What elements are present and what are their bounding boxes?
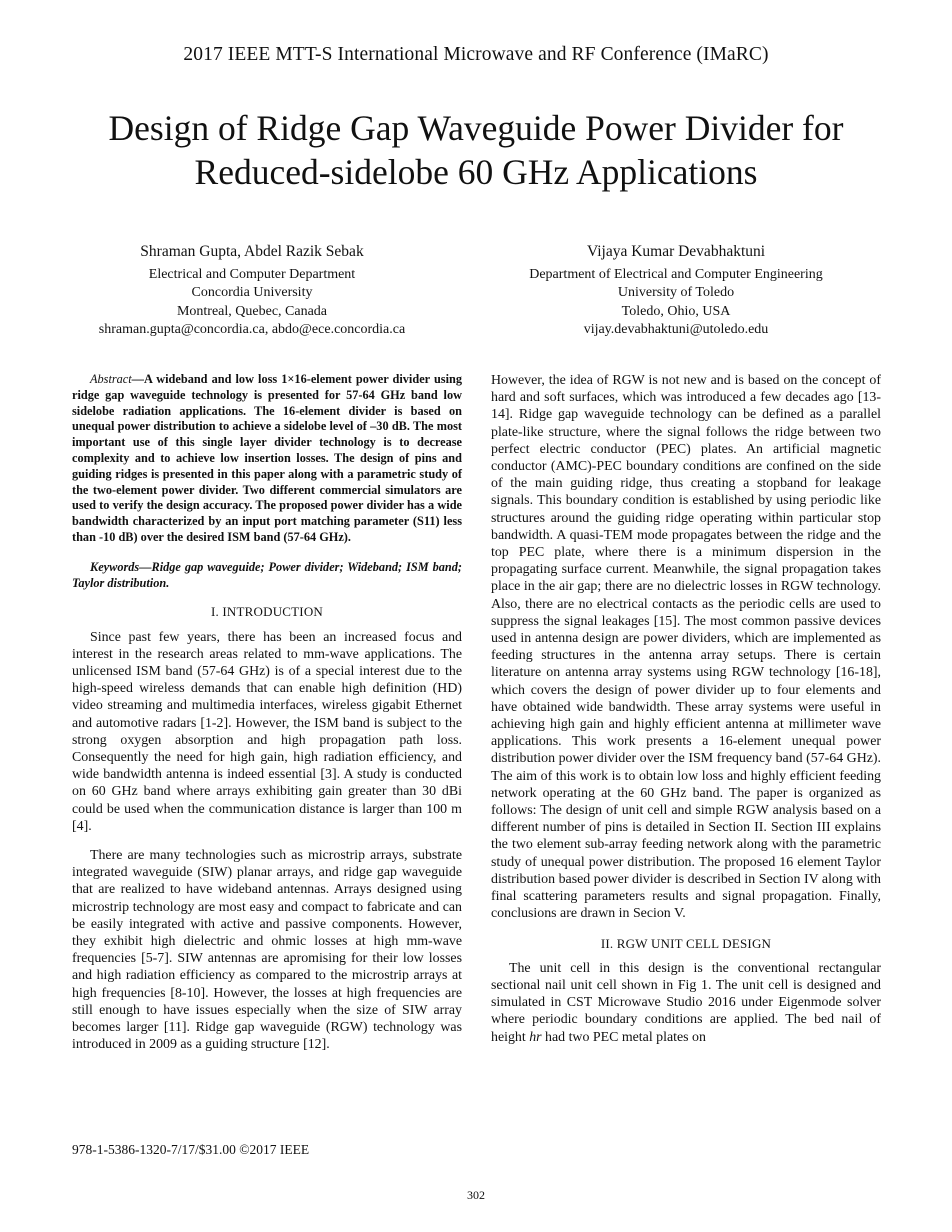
paragraph: There are many technologies such as microstrip arrays, substrate integrated waveguide (SIW) planar arrays, and ridge gap waveguide that are realized to have wideband antennas. Arrays designed using microstrip technology are most easy and compact to fabricate and can be easily integrated with active and passive components. However, they exhibit high dielectric and ohmic losses at high mm-wave frequencies [5-7]. SIW antennas are apromising for their low losses and high radiation efficiency as compared to the microstrip arrays at high frequencies [8-10]. However, the losses at high frequencies are still enough to have issues especially when the size of SIW array becomes larger [11]. Ridge gap waveguide (RGW) technology was introduced in 2009 as a guiding structure [12]. — [72, 848, 462, 1053]
conference-header: 2017 IEEE MTT-S International Microwave and RF Conference (IMaRC) — [183, 44, 769, 65]
author-block-1 — [62, 243, 442, 340]
paragraph — [491, 960, 881, 1046]
paragraph-text: The unit cell in this design is the conventional rectangular sectional nail unit cell shown in Fig 1. The unit cell is designed and simulated in CST Microwave Studio 2016 under Eigenmode solver where periodic boundary conditions are applied. The bed nail of height — [491, 960, 881, 1045]
author-location: Toledo, Ohio, USA — [621, 303, 731, 319]
paper-title — [40, 106, 912, 194]
variable-hr: hr — [529, 1029, 542, 1045]
author-affiliation: Department of Electrical and Computer Engineering — [529, 266, 823, 282]
section-heading-introduction: I. INTRODUCTION — [210, 604, 324, 620]
author-email: vijay.devabhaktuni@utoledo.edu — [583, 322, 769, 337]
paragraph-text: had two PEC metal plates on — [541, 1029, 706, 1045]
copyright-footer: 978-1-5386-1320-7/17/$31.00 ©2017 IEEE — [72, 1142, 310, 1157]
title-line-1: Design of Ridge Gap Waveguide Power Divider for — [108, 108, 844, 148]
keywords-text: —Ridge gap waveguide; Power divider; Wideband; ISM band; Taylor distribution. — [72, 559, 462, 590]
abstract-label: Abstract — [90, 372, 132, 386]
author-affiliation: Electrical and Computer Department — [148, 266, 356, 282]
right-column — [491, 372, 881, 1046]
keywords — [72, 560, 462, 592]
left-column — [72, 372, 462, 1053]
paragraph: Since past few years, there has been an increased focus and interest in the research areas related to mm-wave applications. The unlicensed ISM band (57-64 GHz) is of a special interest due to the high-speed wireless demands that can enable high definition (HD) video streaming and multimedia interfaces, wireless gigabit Ethernet and automotive radars [1-2]. However, the ISM band is subject to the strong oxygen absorption and high propagation path loss. Consequently the need for high gain, high radiation efficiency, and wide bandwidth antenna is indeed essential [3]. A study is conducted on 60 GHz band where arrays exhibiting gain greater than 30 dBi could be used when the communication distance is larger than 100 m [4]. — [72, 629, 462, 834]
title-line-2: Reduced-sidelobe 60 GHz Applications — [194, 152, 758, 192]
author-university: University of Toledo — [617, 285, 735, 300]
abstract — [72, 372, 462, 546]
author-email: shraman.gupta@concordia.ca, abdo@ece.concordia.ca — [98, 322, 406, 337]
keywords-label: Keywords — [90, 559, 140, 574]
author-block-2 — [486, 243, 866, 340]
page-number: 302 — [467, 1188, 485, 1202]
author-names: Shraman Gupta, Abdel Razik Sebak — [140, 243, 364, 260]
paragraph: However, the idea of RGW is not new and is based on the concept of hard and soft surfaces, which was introduced a few decades ago [13-14]. Ridge gap waveguide technology can be defined as a parallel plate-like structure, where the signal follows the ridge between two perfect electric conductor (PEC) plates. An artificial magnetic conductor (AMC)-PEC boundary conditions are confined on the side of the main guiding ridge, thus creating a stopband for leakage signals. This boundary condition is established by using periodic like structures around the guiding ridge operating within particular stop bandwidth. A quasi-TEM mode propagates between the ridge and the top PEC plate, where there is a minimum dispersion in the propagating surface current. Meanwhile, the signal propagation takes place in the air gap; there are no dielectric losses in RGW technology. Also, there are no electrical contacts as the periodic cells are used to suppress the signal leakages [15]. The most common passive devices used in antenna design are power dividers, which are implemented as feeding structures in the antenna array setups. There is certain literature on antenna array systems using RGW technology [16-18], which covers the design of power divider up to four elements and have obtained wide bandwidth. These array systems were useful in achieving high gain and highly efficient antenna at millimeter wave applications. This work presents a 16-element unequal power distribution power divider over the ISM frequency band (57-64 GHz). The aim of this work is to obtain low loss and highly efficient feeding network operating at the 60 GHz band. The paper is organized as follows: The design of unit cell and simple RGW analysis based on a different number of pins is detailed in Section II. Section III explains the two element sub-array feeding network along with the parametric study of unequal power distribution. The proposed 16 element Taylor distribution based power divider is described in Section IV along with final scattering parameters results and signal propagation. Finally, conclusions are drawn in Secion V. — [491, 373, 881, 922]
author-university: Concordia University — [191, 285, 313, 300]
abstract-text: —A wideband and low loss 1×16-element power divider using ridge gap waveguide technology is presented for 57-64 GHz band low sidelobe radiation applications. The 16-element divider is based on unequal power distribution to achieve a sidelobe level of –30 dB. The most important use of this single layer divider technology is to decrease complexity and to achieve low insertion losses. The design of pins and guiding ridges is presented in this paper along with a parametric study of the two-element power divider. Two different commercial simulators are used to verify the design accuracy. The proposed power divider has a wide bandwidth characterized by an input port matching parameter (S11) less than -10 dB) over the desired ISM band (57-64 GHz). — [72, 372, 462, 544]
author-names: Vijaya Kumar Devabhaktuni — [586, 243, 766, 260]
author-location: Montreal, Quebec, Canada — [176, 303, 328, 319]
section-heading-rgw-unit-cell: II. RGW UNIT CELL DESIGN — [600, 935, 772, 951]
